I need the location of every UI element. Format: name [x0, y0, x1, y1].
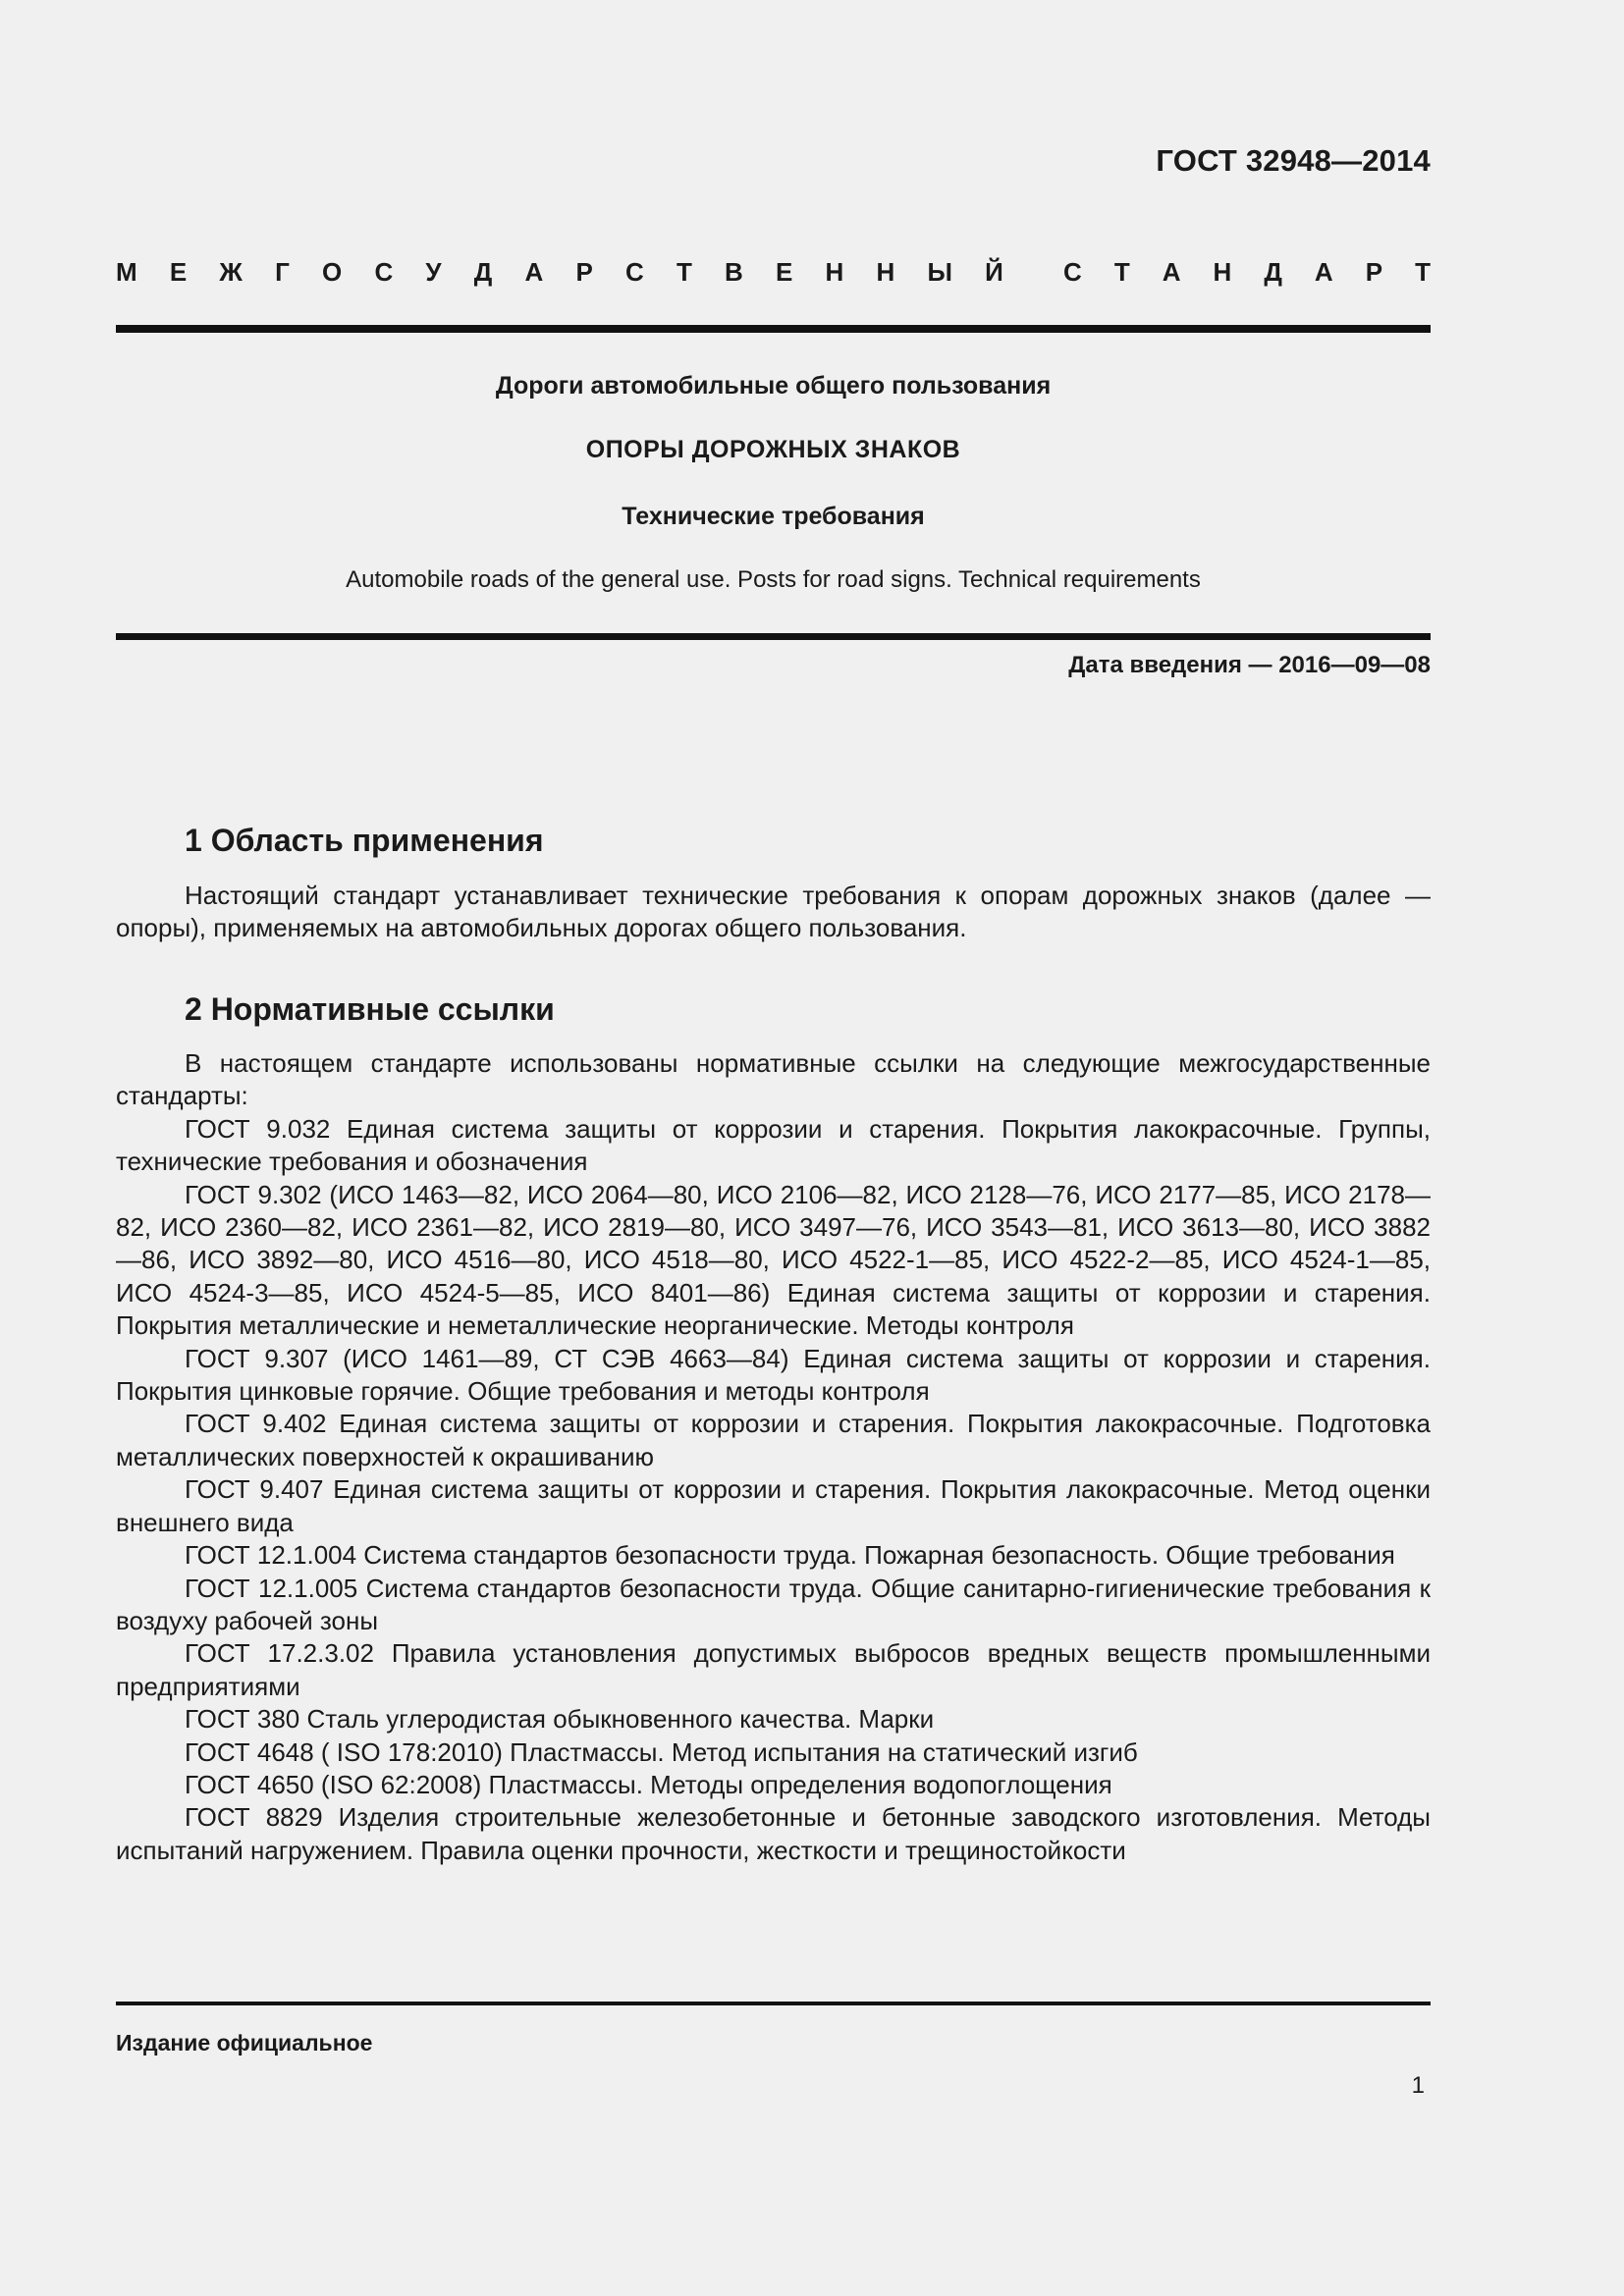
edition-label: Издание официальное: [116, 2030, 373, 2056]
reference-item: ГОСТ 17.2.3.02 Правила установления допустимых выбросов вредных веществ промышленными предприятиями: [116, 1638, 1431, 1701]
reference-item: ГОСТ 12.1.005 Система стандартов безопасности труда. Общие санитарно-гигиенические требования к воздуху рабочей зоны: [116, 1573, 1431, 1635]
section-2-paragraph: В настоящем стандарте использованы нормативные ссылки на следующие межгосударственные стандарты:: [116, 1048, 1431, 1111]
reference-item: ГОСТ 9.302 (ИСО 1463—82, ИСО 2064—80, ИСО 2106—82, ИСО 2128—76, ИСО 2177—85, ИСО 2178—82, ИСО 2360—82, ИСО 2361—82, ИСО 2819—80, ИСО 3497—76, ИСО 3543—81, ИСО 3613—80, ИСО 3882—86, ИСО 3892—80, ИСО 4516—80, ИСО 4518—80, ИСО 4522-1—85, ИСО 4522-2—85, ИСО 4524-1—85, ИСО 4524-3—85, ИСО 4524-5—85, ИСО 8401—86) Единая система защиты от коррозии и старения. Покрытия металлические и неметаллические неорганические. Методы контроля: [116, 1179, 1431, 1341]
standard-type-word-2: С Т А Н Д А Р Т: [1063, 257, 1431, 287]
main-title: ОПОРЫ ДОРОЖНЫХ ЗНАКОВ: [585, 436, 961, 463]
reference-item: ГОСТ 4648 ( ISO 178:2010) Пластмассы. Метод испытания на статический изгиб: [185, 1736, 1138, 1767]
standard-type-heading: [116, 257, 1431, 288]
section-1-paragraph: Настоящий стандарт устанавливает технические требования к опорам дорожных знаков (далее — опоры), применяемых на автомобильных дорогах общего пользования.: [116, 881, 1431, 943]
bottom-rule: [116, 2002, 1431, 2005]
section-2-title: 2 Нормативные ссылки: [185, 991, 555, 1027]
section-2-body: [116, 1047, 1431, 1867]
document-page: [116, 0, 1431, 2296]
reference-item: ГОСТ 12.1.004 Система стандартов безопасности труда. Пожарная безопасность. Общие требования: [185, 1540, 1395, 1571]
reference-item: ГОСТ 9.032 Единая система защиты от коррозии и старения. Покрытия лакокрасочные. Группы, технические требования и обозначения: [116, 1113, 1431, 1177]
standard-type-word-1: М Е Ж Г О С У Д А Р С Т В Е Н Н Ы Й: [116, 257, 1003, 287]
page-number: 1: [1411, 2072, 1425, 2099]
reference-item: ГОСТ 9.402 Единая система защиты от коррозии и старения. Покрытия лакокрасочные. Подготовка металлических поверхностей к окрашиванию: [116, 1409, 1431, 1471]
section-1-title: 1 Область применения: [185, 823, 544, 858]
top-rule: [116, 325, 1431, 333]
reference-item: ГОСТ 380 Сталь углеродистая обыкновенного качества. Марки: [185, 1704, 935, 1735]
sub-title: Технические требования: [622, 503, 925, 530]
reference-item: ГОСТ 4650 (ISO 62:2008) Пластмассы. Методы определения водопоглощения: [185, 1769, 1112, 1799]
general-title: Дороги автомобильные общего пользования: [495, 372, 1052, 400]
section-1-body: [116, 880, 1431, 945]
reference-item: ГОСТ 9.407 Единая система защиты от коррозии и старения. Покрытия лакокрасочные. Метод оценки внешнего вида: [116, 1474, 1431, 1537]
reference-item: ГОСТ 8829 Изделия строительные железобетонные и бетонные заводского изготовления. Методы испытаний нагружением. Правила оценки прочности, жесткости и трещиностойкости: [116, 1802, 1431, 1865]
english-title: Automobile roads of the general use. Posts for road signs. Technical requirements: [346, 566, 1201, 593]
middle-rule: [116, 633, 1431, 640]
gost-number: ГОСТ 32948—2014: [1156, 143, 1431, 178]
introduction-date: Дата введения — 2016—09—08: [1068, 652, 1431, 678]
reference-item: ГОСТ 9.307 (ИСО 1461—89, СТ СЭВ 4663—84) Единая система защиты от коррозии и старения. Покрытия цинковые горячие. Общие требования и методы контроля: [116, 1343, 1431, 1407]
